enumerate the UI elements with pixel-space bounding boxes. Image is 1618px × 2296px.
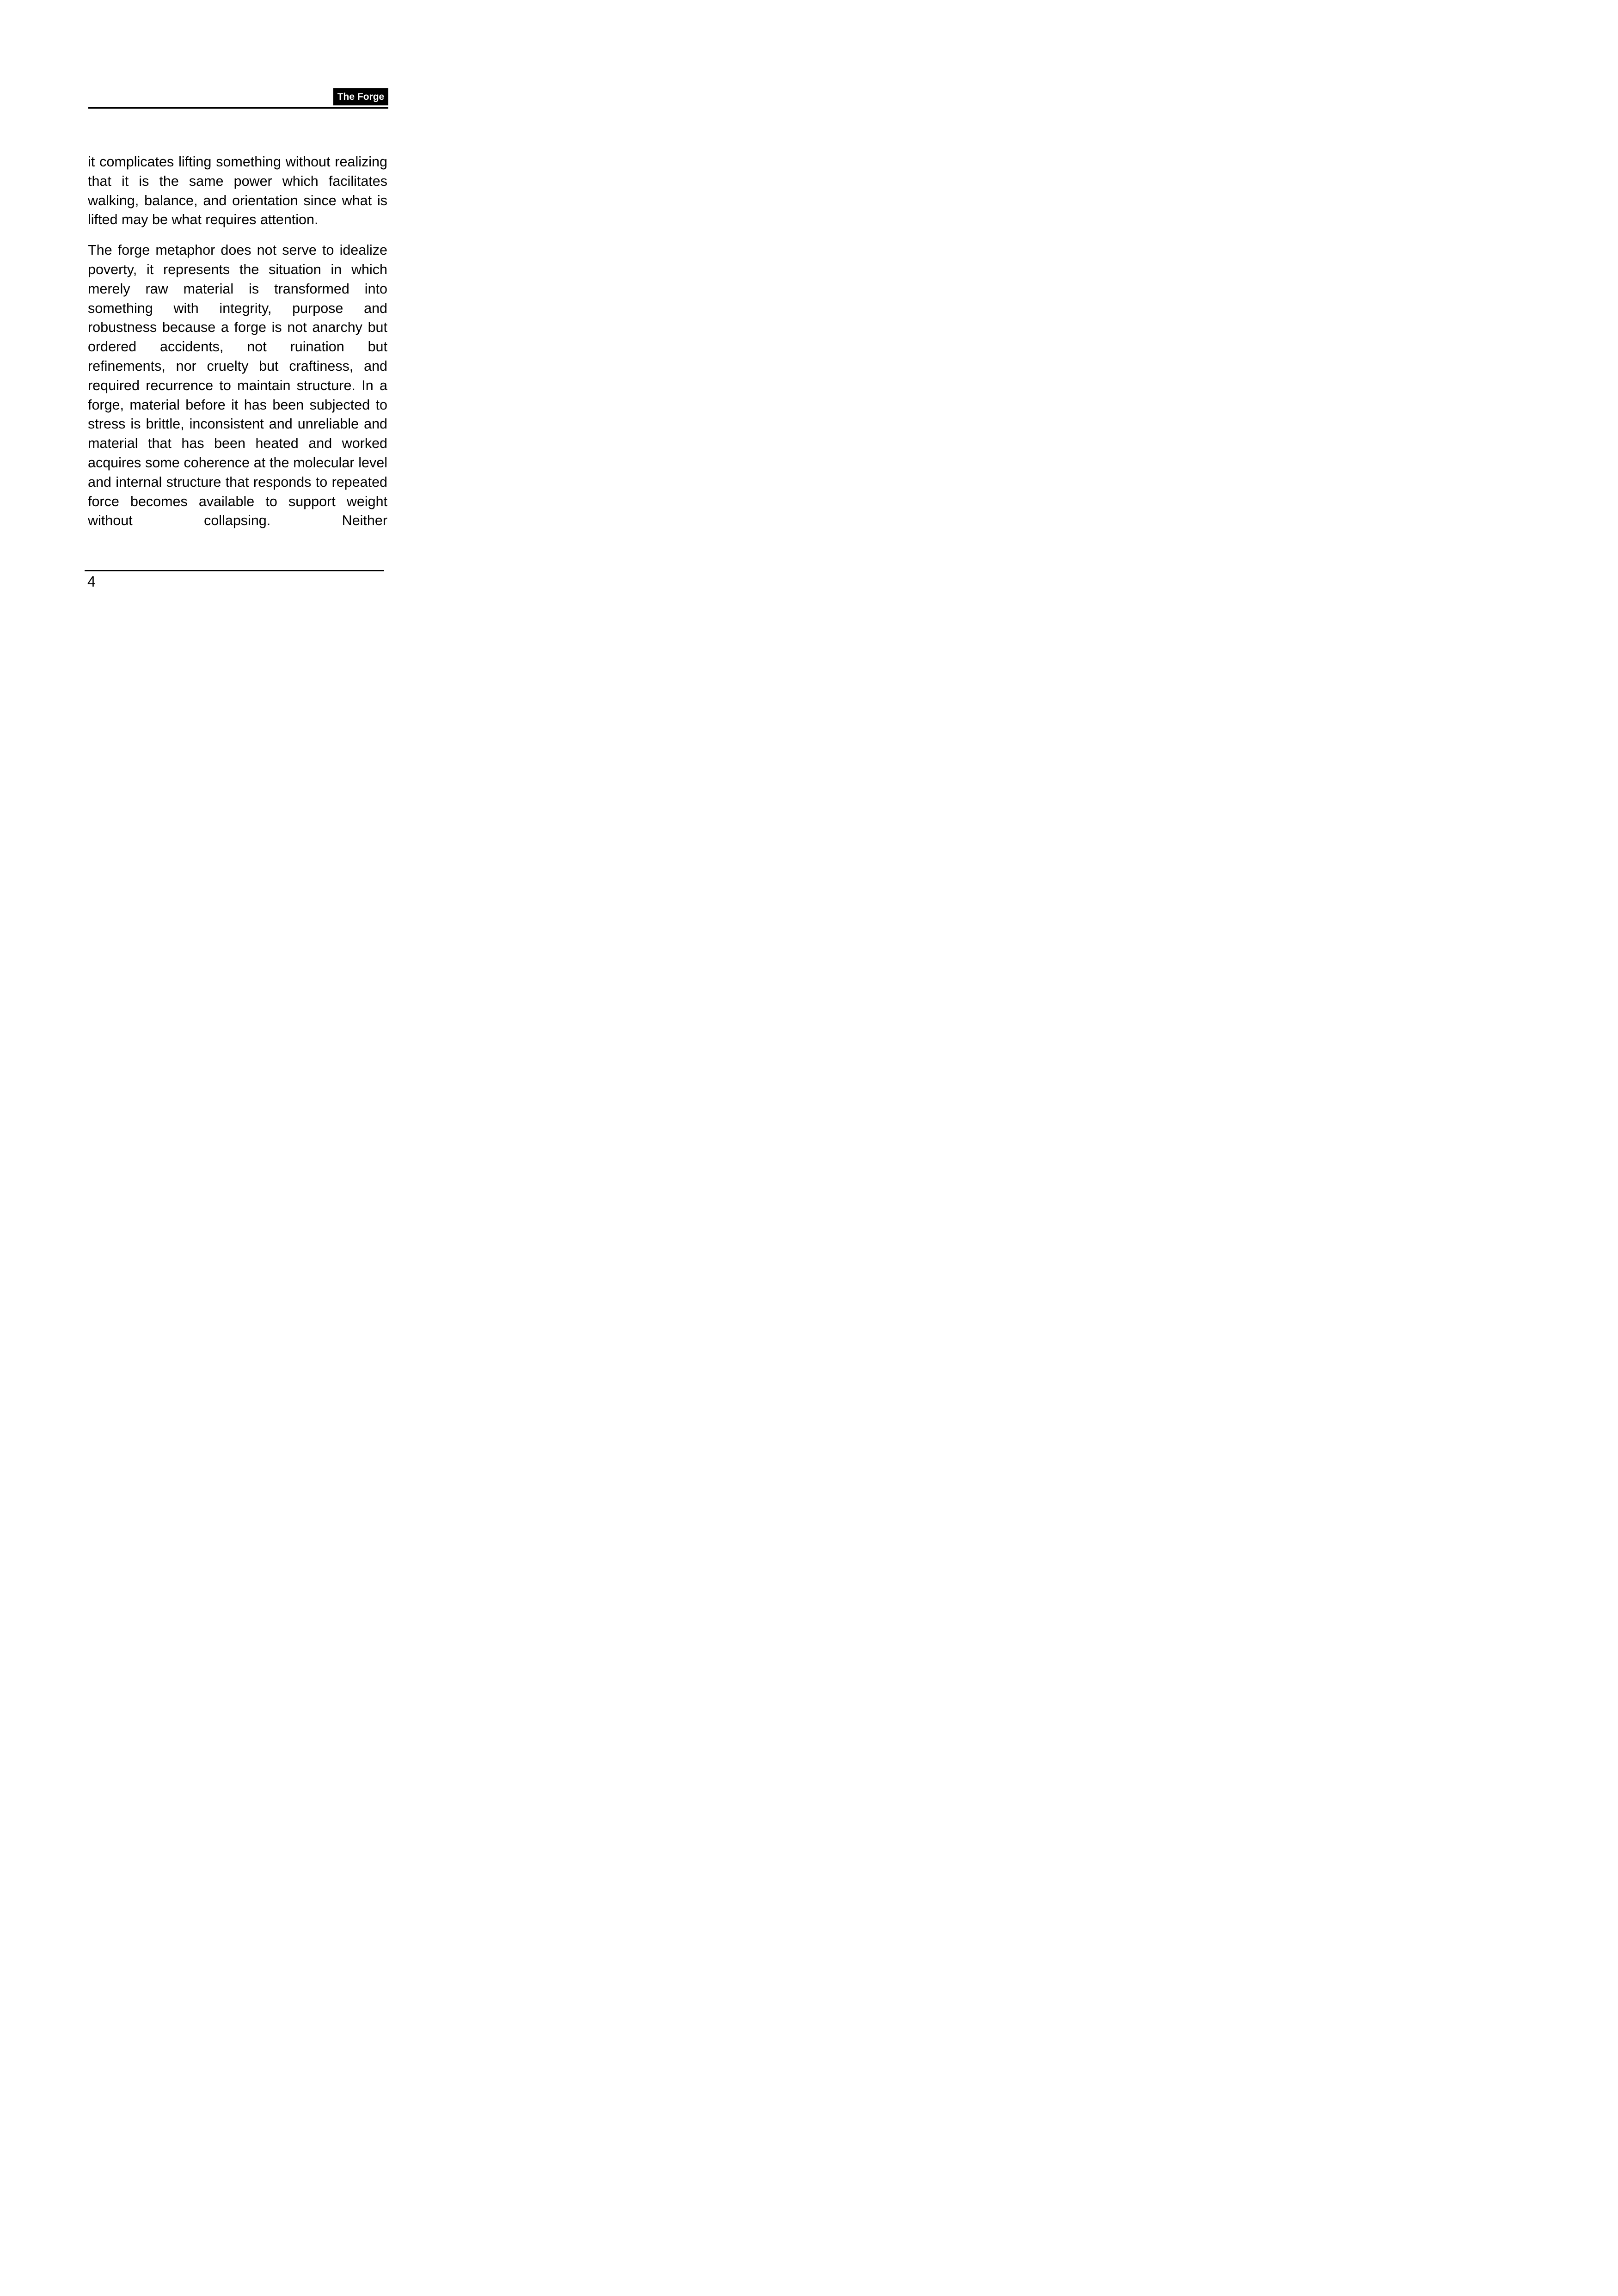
paragraph-1: it complicates lifting something without realizing that it is the same power which facilitates walking, balance, and orientation since what is lifted may be what requires attention. [88, 154, 387, 228]
running-header-title: The Forge [333, 88, 388, 105]
body-text [88, 153, 387, 531]
header-rule [88, 107, 388, 109]
footer-rule [85, 570, 384, 571]
paragraph-2: The forge metaphor does not serve to idealize poverty, it represents the situation in which merely raw material is transformed into something with integrity, purpose and robustness because a forge is not anarchy but ordered accidents, not ruination but refinements, nor cruelty but craftiness, and required recurrence to maintain structure. In a forge, material before it has been subjected to stress is brittle, inconsistent and unreliable and material that has been heated and worked acquires some coherence at the molecular level and internal structure that responds to repeated force becomes available to support weight without collapsing. Neither [88, 242, 387, 529]
page-number: 4 [87, 573, 96, 590]
